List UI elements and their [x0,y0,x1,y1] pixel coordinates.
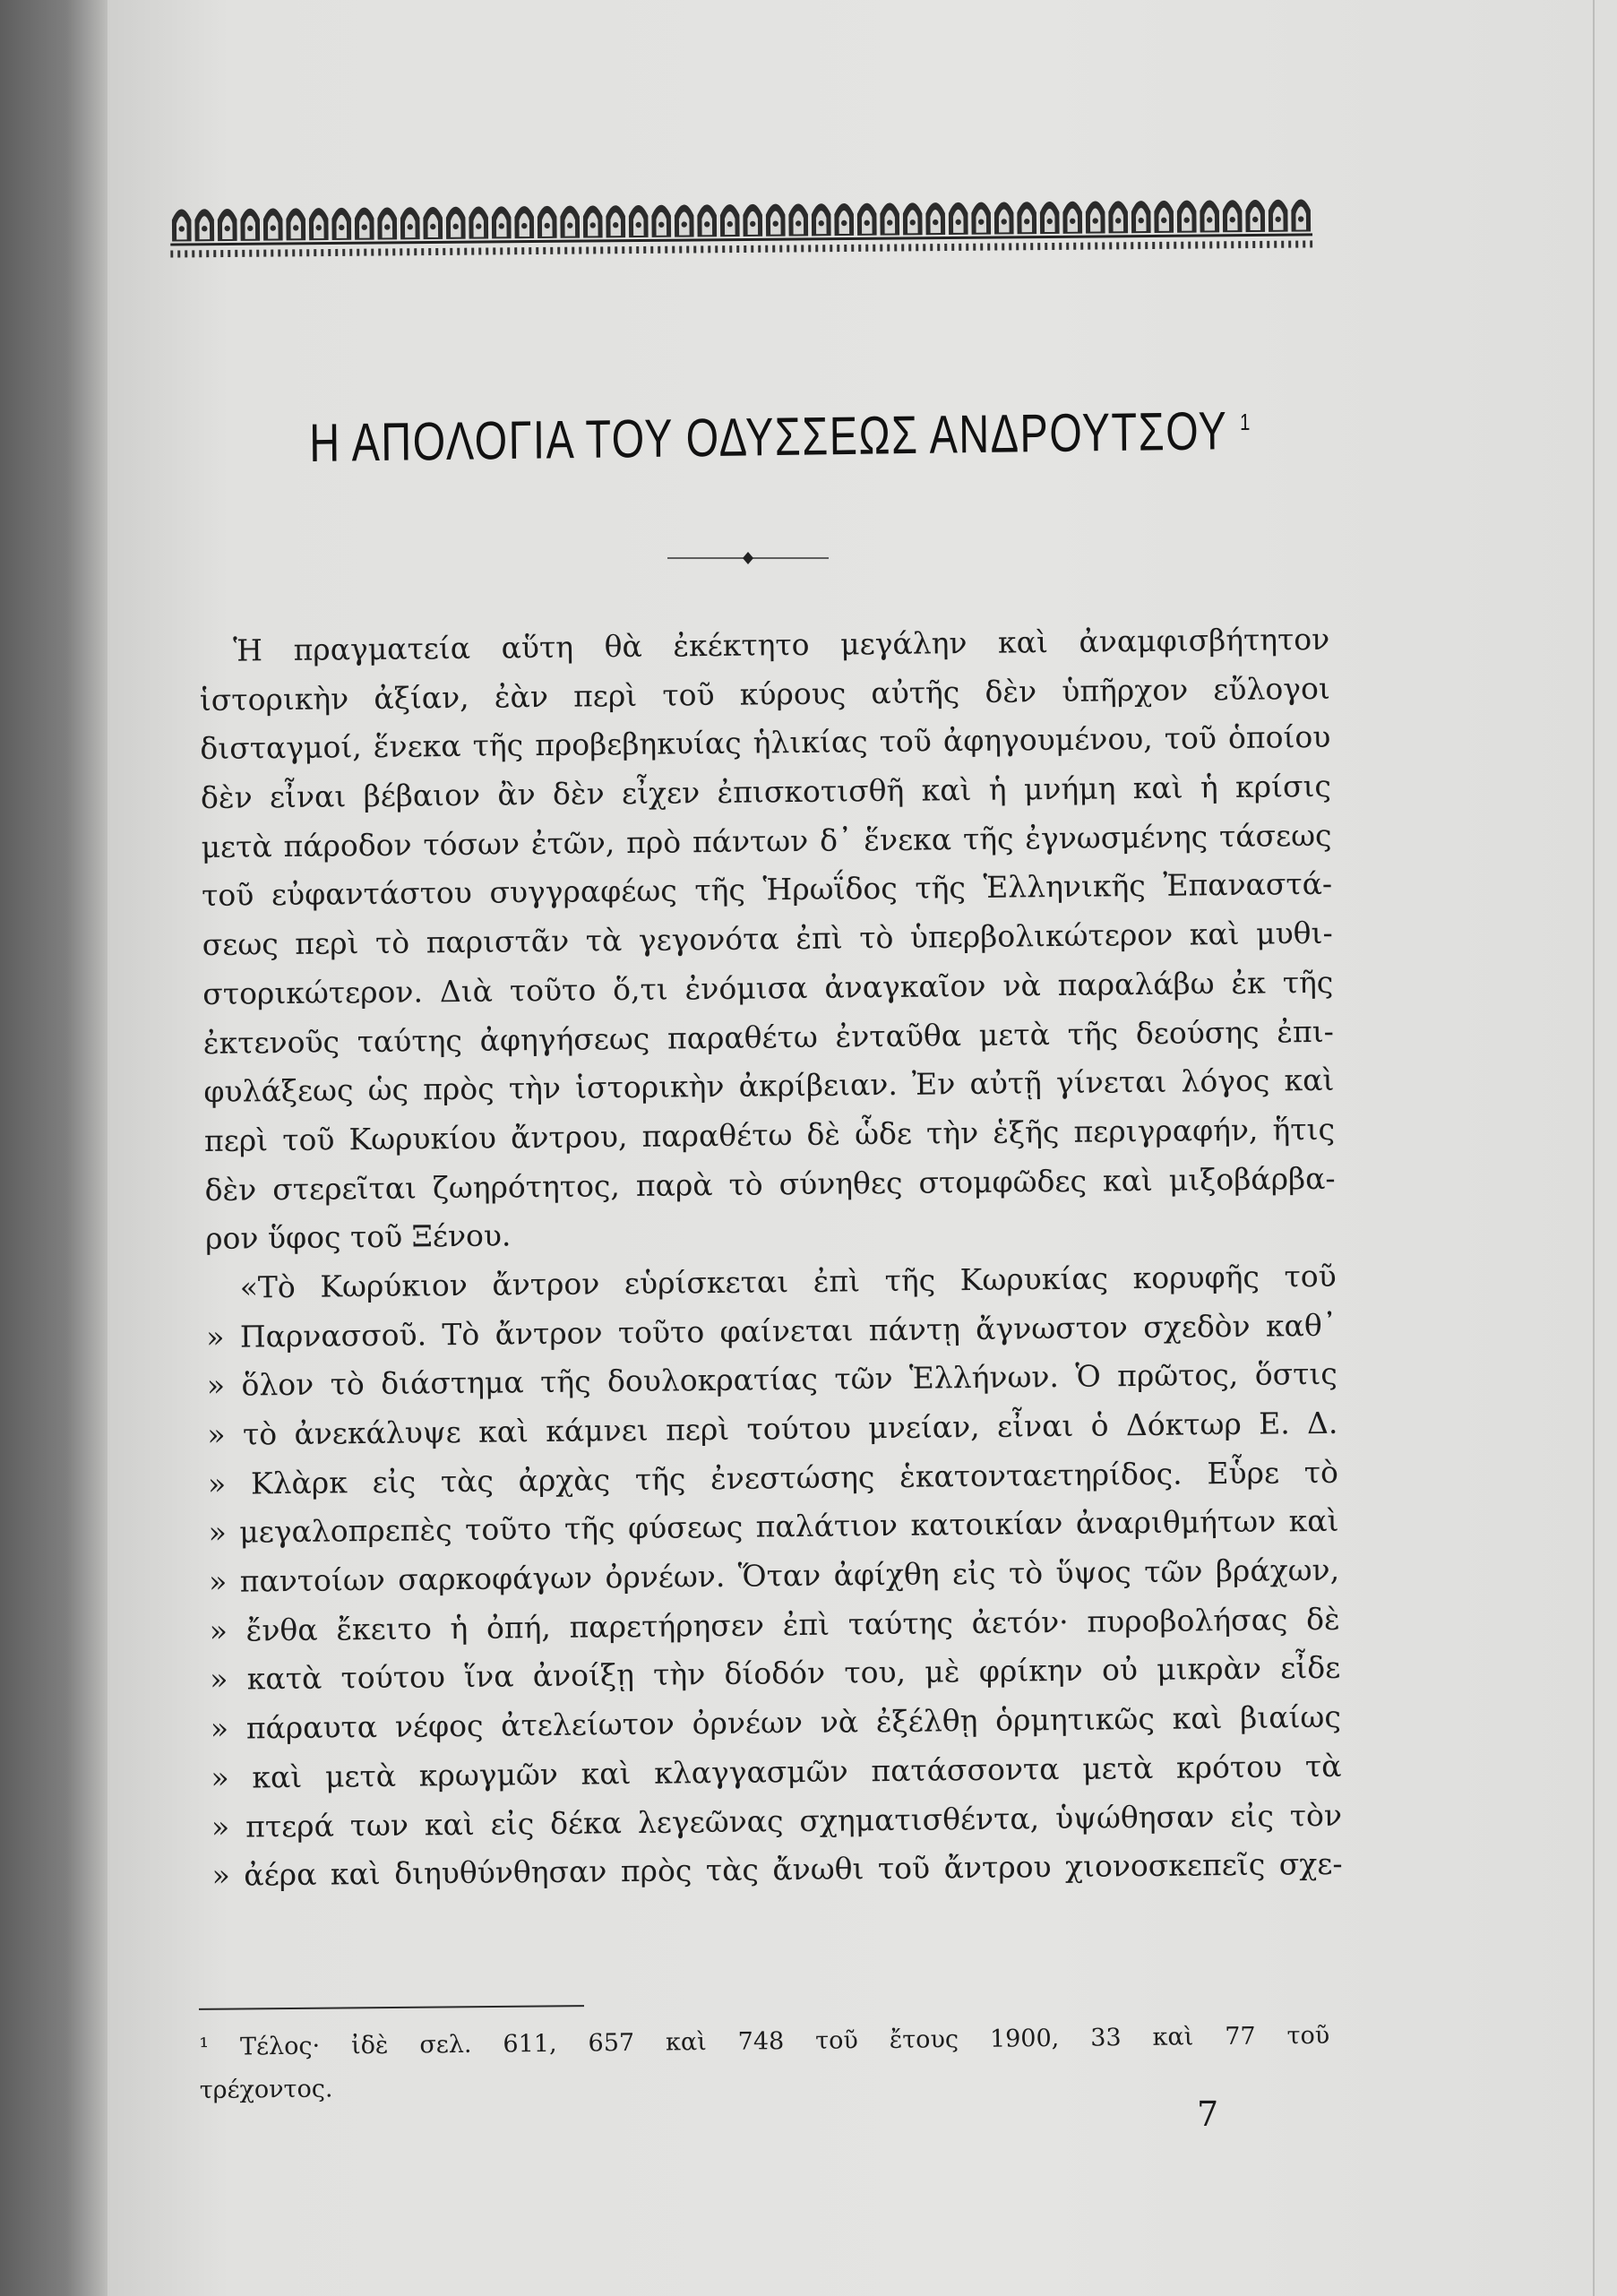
ornament-dot [693,245,696,253]
ornament-dot [493,247,495,254]
ornament-dot [514,247,517,254]
ornament-dot [1181,242,1183,249]
body-line: μετὰ πάροδον τόσων ἐτῶν, πρὸ πάντων δ᾽ ἕνεκα τῆς ἐγνωσμένης τάσεως [201,817,1332,864]
ornament-unit [263,208,283,240]
ornament-dot [579,247,581,254]
ornament-pattern [170,183,1313,266]
ornament-dot [349,249,352,256]
ornament-dot [450,248,452,255]
ornament-dot [1116,242,1119,249]
ornament-dot [837,245,839,252]
ornament-dot [1066,243,1069,250]
ornament-unit [1062,202,1082,234]
page-edge-rule [1593,0,1595,2296]
ornament-dot [880,245,882,252]
ornament-dot [765,245,768,253]
ornament-dot [994,244,997,251]
ornament-unit [1086,201,1105,233]
ornament-dot [285,249,288,256]
ornament-dot [1260,241,1262,248]
ornament-unit [812,203,831,236]
page-number: 7 [1197,2094,1219,2134]
ornament-unit [331,208,351,240]
ornament-unit [925,202,945,235]
ornament-dot [457,248,460,255]
body-line: » πάραυτα νέφος ἀτελείωτον ὀρνέων νὰ ἐξέλθῃ ὁρμητικῶς καὶ βιαίως [210,1698,1342,1747]
ornament-dot [772,245,775,253]
ornament-dot [1231,241,1234,248]
ornament-dot [235,250,237,257]
ornament-dot [192,250,194,257]
ornament-dot [1238,241,1241,248]
ornament-unit [971,202,991,235]
ornament-unit [1177,201,1197,233]
body-line: » μεγαλοπρεπὲς τοῦτο τῆς φύσεως παλάτιον κατοικίαν ἀναριθμήτων καὶ [208,1503,1339,1551]
ornament-unit [514,206,534,238]
ornament-dot [1303,241,1305,248]
ornament-dot [751,245,753,253]
ornament-dot [715,245,718,253]
ornament-dot [529,247,531,254]
ornament-dot [1123,242,1126,249]
ornament-dot [1102,242,1105,249]
ornament-dot [815,245,818,252]
ornament-dot [908,244,911,251]
body-line: » ἀέρα καὶ διηυθύνθησαν πρὸς τὰς ἄνωθι τοῦ ἄντρου χιονοσκεπεῖς σχε- [211,1845,1343,1894]
ornament-dot [600,246,603,254]
ornament-dot [722,245,725,253]
ornament-dot [658,246,660,254]
ornament-dot [1095,243,1097,250]
ornament-dot [328,249,331,256]
ornament-unit [400,207,420,239]
ornament-dot [686,246,689,254]
ornament-dot [758,245,761,253]
ornament-dot [335,249,338,256]
body-line: » ὅλον τὸ διάστημα τῆς δουλοκρατίας τῶν Ἑλλήνων. Ὁ πρῶτος, ὅστις [206,1356,1338,1404]
ornament-unit [1269,200,1288,232]
ornament-dot [708,245,710,253]
ornament-dot [672,246,675,254]
ornament-dot [1166,242,1169,249]
ornament-dot [321,249,323,256]
ornament-dot [443,248,445,255]
ornament-dot [1023,243,1026,250]
ornament-unit [1131,201,1151,233]
title-divider [667,551,829,565]
ornament-unit [377,207,397,239]
ornament-dot [729,245,732,253]
ornament-dot [822,245,825,252]
ornament-dot [887,245,890,252]
ornament-dot [271,250,273,257]
ornament-dot [400,248,402,255]
ornament-dot [607,246,610,254]
ornament-dot [1224,241,1226,248]
ornament-dot [858,245,861,252]
body-line: τοῦ εὐφαντάστου συγγραφέως τῆς Ἡρωΐδος τῆς Ἑλληνικῆς Ἐπαναστά- [201,866,1333,914]
binding-shadow [0,0,121,2296]
ornament-dot [1310,240,1312,247]
title-footnote-mark: 1 [1239,408,1251,436]
ornament-dot [414,248,417,255]
ornament-dot [1045,243,1047,250]
body-line: περὶ τοῦ Κωρυκίου ἄντρου, παραθέτω δὲ ὧδε τὴν ἑξῆς περιγραφήν, ἥτις [203,1111,1336,1158]
ornament-unit [560,206,580,238]
ornament-unit [903,202,923,235]
ornament-dot [636,246,639,254]
ornament-dot [306,249,309,256]
ornament-unit [583,205,603,237]
body-line: » Κλὰρκ εἰς τὰς ἀρχὰς τῆς ἐνεστώσης ἑκατονταετηρίδος. Εὗρε τὸ [207,1454,1339,1501]
ornament-dot [564,247,567,254]
ornament-dot [249,250,252,257]
body-line: στορικώτερον. Διὰ τοῦτο ὅ,τι ἐνόμισα ἀναγκαῖον νὰ παραλάβω ἐκ τῆς [202,964,1334,1011]
body-line: » τὸ ἀνεκάλυψε καὶ κάμνει περὶ τούτου μνείαν, εἶναι ὁ Δόκτωρ Ε. Δ. [207,1405,1338,1452]
body-line: φυλάξεως ὡς πρὸς τὴν ἱστορικὴν ἀκρίβειαν. Ἐν αὐτῇ γίνεται λόγος καὶ [203,1062,1335,1110]
ornament-dot [242,250,245,257]
ornament-dot [428,248,431,255]
ornament-dot [228,250,230,257]
ornament-dot [471,248,474,255]
ornament-dot [1080,243,1083,250]
ornament-dot [951,244,954,251]
ornament-dot [801,245,804,252]
ornament-dot [1073,243,1076,250]
ornament-unit [194,209,214,241]
ornament-dot [342,249,345,256]
ornament-dot [500,247,503,254]
ornament-unit [857,203,877,236]
ornament-unit [606,205,625,237]
footnote-line: ¹ Τέλος· ἰδὲ σελ. 611, 657 καὶ 748 τοῦ ἔτους 1900, 33 καὶ 77 τοῦ [199,2021,1330,2061]
ornament-dot [650,246,653,254]
ornament-dot [851,245,854,252]
ornament-dot [1138,242,1140,249]
title-text: Η ΑΠΟΛΟΓΙΑ ΤΟΥ ΟΔΥΣΣΕΩΣ ΑΝΔΡΟΥΤΣΟΥ [309,400,1227,473]
ornament-dot [894,244,897,251]
ornament-dot [643,246,646,254]
ornament-dot [629,246,632,254]
body-line: » ἔνθα ἔκειτο ἡ ὀπή, παρετήρησεν ἐπὶ ταύτης ἀετόν· πυροβολήσας δὲ [209,1601,1340,1648]
ornament-unit [240,209,260,241]
ornament-dot [536,247,538,254]
ornament-dot [966,244,968,251]
body-line: δὲν στερεῖται ζωηρότητος, παρὰ τὸ σύνηθες στομφῶδες καὶ μιξοβάρβα- [204,1160,1336,1208]
ornament-unit [355,208,374,240]
ornament-dot [1037,243,1040,250]
ornament-dot [959,244,961,251]
ornament-dot [615,246,617,254]
ornament-unit [720,204,740,236]
ornament-dot [357,249,359,256]
ornament-dot [557,247,560,254]
ornament-unit [1245,200,1265,232]
ornament-dot [937,244,940,251]
body-text [199,615,1343,1901]
ornament-dot [1159,242,1162,249]
ornament-dot [421,248,424,255]
ornament-unit [218,209,237,241]
ornament-dot [213,250,216,257]
ornament-dot [292,249,295,256]
ornament-unit [743,204,762,236]
ornament-dot [278,249,280,256]
ornament-dot [1288,241,1291,248]
ornament-dot [808,245,811,252]
ornament-unit [1108,201,1128,233]
ornament-dot [1252,241,1255,248]
ornament-dot [314,249,316,256]
ornament-dot [364,249,366,256]
ornament-dot [901,244,904,251]
body-line: ἱστορικὴν ἀξίαν, ἐὰν περὶ τοῦ κύρους αὐτῆς δὲν ὑπῆρχον εὔλογοι [199,670,1330,718]
ornament-dot [1145,242,1148,249]
ornament-dot [665,246,667,254]
ornament-unit [172,209,192,241]
ornament-unit [1200,200,1219,232]
ornament-dot [987,244,990,251]
ornament-dot [1174,242,1176,249]
body-line: » καὶ μετὰ κρωγμῶν καὶ κλαγγασμῶν πατάσσοντα μετὰ κρότου τὰ [211,1748,1342,1795]
ornament-dot [199,250,202,257]
ornament-dot [378,249,381,256]
ornament-dot [1295,241,1298,248]
ornament-dot [794,245,796,252]
footnote-line: τρέχοντος. [199,2075,333,2104]
body-line: » παντοίων σαρκοφάγων ὀρνέων. Ὅταν ἀφίχθη εἰς τὸ ὕψος τῶν βράχων, [208,1552,1340,1600]
ornament-dot [973,244,976,251]
ornament-dot [736,245,739,253]
ornament-unit [834,203,854,236]
ornament-unit [309,208,329,240]
ornament-unit [446,207,466,239]
ornament-dot [593,246,596,254]
ornament-dot [1209,241,1212,248]
ornament-dot [256,250,259,257]
ornament-dot [521,247,524,254]
ornament-dot [679,246,682,254]
ornament-dot [865,245,868,252]
body-line: » πτερά των καὶ εἰς δέκα λεγεῶνας σχηματισθέντα, ὑψώθησαν εἰς τὸν [211,1797,1343,1845]
ornament-dot [464,248,467,255]
ornament-dot [787,245,789,253]
body-line: ἐκτενοῦς ταύτης ἀφηγήσεως παραθέτω ἐνταῦθα μετὰ τῆς δεούσης ἐπι- [202,1013,1334,1061]
ornament-dot [1109,242,1112,249]
ornament-dot [1009,243,1011,250]
ornament-unit [423,207,443,239]
ornament-dot [478,248,481,255]
ornament-dot [1274,241,1277,248]
ornament-dot [916,244,918,251]
ornament-dot [572,247,574,254]
body-line: ρον ὕφος τοῦ Ξένου. [204,1217,512,1257]
ornament-dot [1059,243,1062,250]
body-line: «Τὸ Κωρύκιον ἄντρον εὑρίσκεται ἐπὶ τῆς Κωρυκίας κορυφῆς τοῦ [239,1258,1337,1305]
ornament-unit [492,206,512,238]
ornament-dot [1245,241,1248,248]
ornament-dot [1030,243,1033,250]
body-line: » κατὰ τούτου ἵνα ἀνοίξῃ τὴν δίοδόν του, μὲ φρίκην οὐ μικρὰν εἶδε [210,1650,1341,1698]
ornament-unit [1040,202,1060,234]
ornament-dot [744,245,746,253]
ornament-unit [788,203,808,236]
ornament-dot [299,249,302,256]
ornament-dot [1088,243,1090,250]
ornament-unit [1223,200,1243,232]
ornament-dot [1002,243,1004,250]
body-line: Ἡ πραγματεία αὕτη θὰ ἐκέκτητο μεγάλην καὶ ἀναμφισβήτητον [233,621,1330,668]
ornament-dot [1195,242,1198,249]
footnotes [199,2015,1330,2112]
ornament-dot [435,248,438,255]
ornament-unit [286,208,305,240]
ornament-dot [701,245,703,253]
ornament-dot [392,248,395,255]
ornament-dot [1281,241,1284,248]
ornament-unit [675,204,694,236]
ornament-unit [994,202,1014,234]
ornament-unit [469,206,488,238]
ornament-unit [629,205,649,237]
ornament-dot [830,245,832,252]
ornament-unit [766,204,786,236]
ornament-unit [651,205,671,237]
ornament-dot [1131,242,1133,249]
ornament-dot [385,248,388,255]
body-line: δὲν εἶναι βέβαιον ἂν δὲν εἶχεν ἐπισκοτισθῆ καὶ ἡ μνήμη καὶ ἡ κρίσις [200,768,1332,816]
ornament-dot [586,246,589,254]
ornament-dot [407,248,409,255]
ornament-dot [1188,242,1191,249]
ornament-dot [844,245,847,252]
ornament-dot [550,247,553,254]
ornament-dot [543,247,546,254]
ornament-dot [1152,242,1155,249]
ornament-dot [622,246,624,254]
page-title [309,400,1251,474]
ornament-dot [930,244,933,251]
ornament-dot [185,250,187,257]
ornament-dot [1267,241,1269,248]
ornament-dot [507,247,510,254]
ornament-dot [170,251,173,258]
ornament-unit [880,202,899,235]
ornament-dot [177,250,180,257]
ornament-dot [220,250,223,257]
ornament-dot [371,249,374,256]
ornament-dot [1202,241,1205,248]
body-line: σεως περὶ τὸ παριστᾶν τὰ γεγονότα ἐπὶ τὸ ὑπερβολικώτερον καὶ μυθι- [202,915,1333,963]
body-line: δισταγμοί, ἕνεκα τῆς προβεβηκυίας ἡλικίας τοῦ ἀφηγουμένου, τοῦ ὁποίου [200,719,1331,767]
ornament-dot [923,244,925,251]
ornament-dot [980,244,983,251]
ornament-dot [1052,243,1054,250]
ornament-dot [486,247,488,254]
header-ornament-band [170,183,1313,266]
ornament-unit [538,206,557,238]
ornament-unit [1017,202,1036,234]
ornament-dot [779,245,782,253]
ornament-dot [873,245,875,252]
ornament-unit [1291,199,1311,231]
ornament-unit [697,204,717,236]
ornament-unit [1154,201,1174,233]
ornament-dot [1217,241,1219,248]
ornament-dot [944,244,947,251]
ornament-dot [263,250,266,257]
ornament-unit [949,202,968,235]
body-line: » Παρνασσοῦ. Τὸ ἄντρον τοῦτο φαίνεται πάντῃ ἄγνωστον σχεδὸν καθ᾽ [206,1307,1337,1354]
ornament-dot [1016,243,1019,250]
ornament-dot [206,250,209,257]
